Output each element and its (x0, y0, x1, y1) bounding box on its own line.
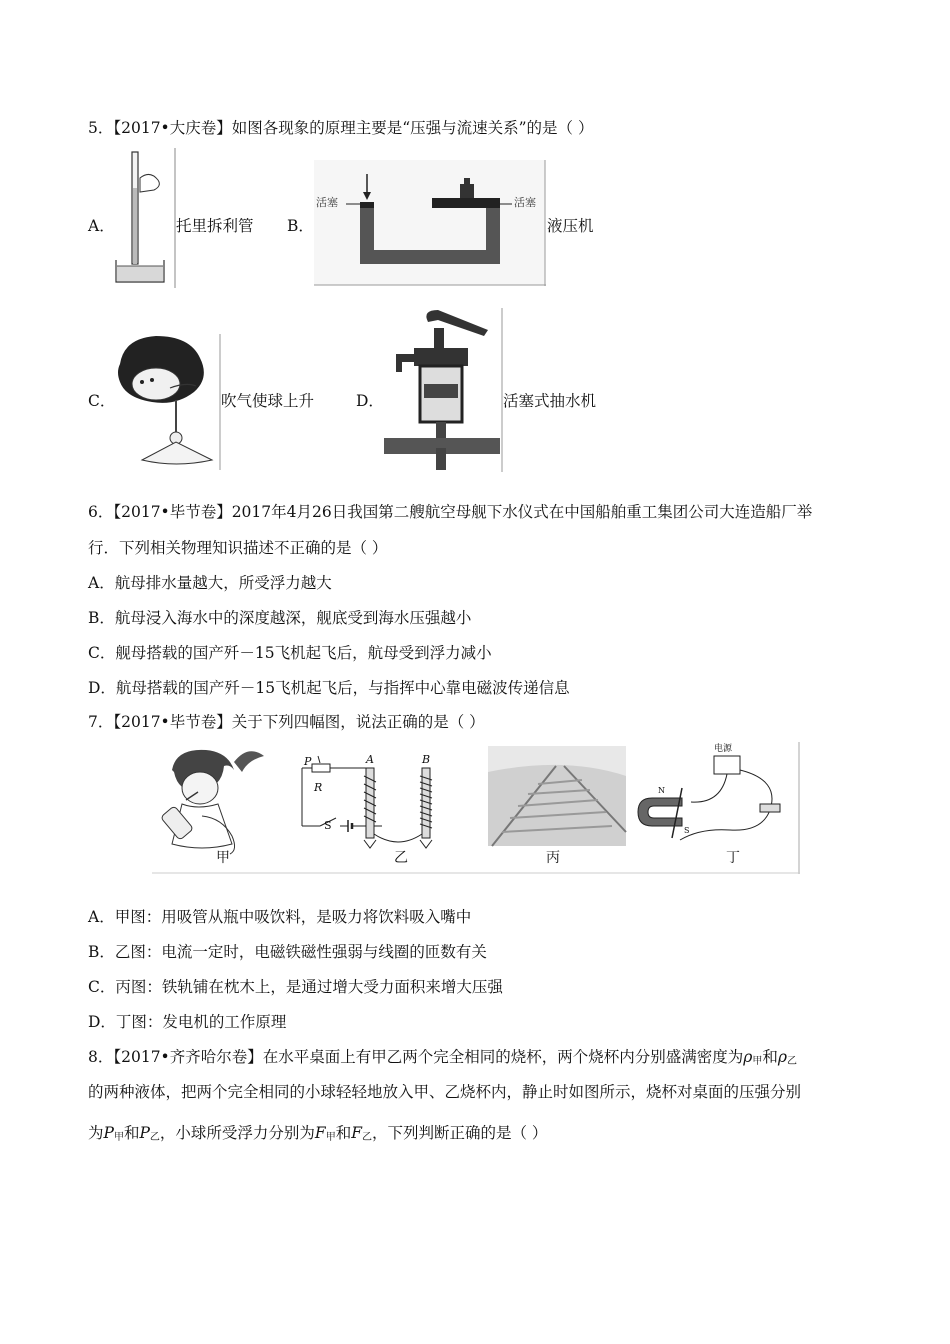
generator-label-s: S (684, 826, 690, 835)
q7-option-a: A．甲图：用吸管从瓶中吸饮料，是吸力将饮料吸入嘴中 (88, 908, 472, 926)
q5-option-d-caption: 活塞式抽水机 (503, 392, 597, 410)
subscript-jia: 甲 (752, 1056, 763, 1067)
hydraulic-press-figure (314, 160, 546, 286)
q7-label-bing: 丙 (546, 850, 560, 866)
q5-option-a-letter: A． (88, 217, 115, 235)
q7-option-b: B．乙图：电流一定时，电磁铁磁性强弱与线圈的匝数有关 (88, 943, 487, 961)
q6-option-d: D．航母搭载的国产歼－15飞机起飞后，与指挥中心靠电磁波传递信息 (88, 679, 570, 697)
q8-stem-line2: 的两种液体，把两个完全相同的小球轻轻地放入甲、乙烧杯内，静止时如图所示，烧杯对桌面的压强分别 (88, 1083, 802, 1101)
rho-symbol: ρ (743, 1048, 753, 1066)
and-text: 和 (335, 1124, 352, 1142)
q8-stem-line3 (88, 1123, 547, 1148)
q8-line3-text: ，下列判断正确的是（ ） (371, 1124, 548, 1142)
q7-label-jia: 甲 (216, 850, 230, 866)
rho-symbol: ρ (777, 1048, 787, 1066)
q6-stem-line2: 行．下列相关物理知识描述不正确的是（ ） (88, 539, 388, 557)
and-text: 和 (123, 1124, 140, 1142)
circuit-label-r: R (314, 781, 323, 794)
circuit-label-s: S (324, 819, 332, 832)
q5-option-b-letter: B． (287, 217, 314, 235)
q7-option-c: C．丙图：铁轨铺在枕木上，是通过增大受力面积来增大压强 (88, 978, 503, 996)
q7-stem: 7．【2017•毕节卷】关于下列四幅图，说法正确的是（ ） (88, 713, 485, 731)
q8-stem-line1 (88, 1047, 797, 1072)
q6-option-a: A．航母排水量越大，所受浮力越大 (88, 574, 332, 592)
q5-option-a-caption: 托里拆利管 (176, 217, 254, 235)
force-symbol: F (314, 1124, 326, 1142)
and-text: 和 (762, 1048, 778, 1066)
q5-option-c-caption: 吹气使球上升 (221, 392, 315, 410)
q6-stem-line1: 6．【2017•毕节卷】2017年4月26日我国第二艘航空母舰下水仪式在中国船舶重工集团公司大连造船厂举 (88, 503, 813, 521)
generator-label-box: 电源 (714, 744, 733, 754)
pressure-symbol: P (139, 1124, 150, 1142)
q7-label-ding: 丁 (726, 850, 740, 866)
torricelli-tube-figure (112, 148, 178, 288)
q7-option-d: D．丁图：发电机的工作原理 (88, 1013, 287, 1031)
q8-line3-text: 为 (88, 1124, 104, 1142)
q8-line1-text: 8．【2017•齐齐哈尔卷】在水平桌面上有甲乙两个完全相同的烧杯，两个烧杯内分别盛满密度为 (88, 1048, 744, 1066)
subscript-yi: 乙 (786, 1056, 797, 1067)
q5-stem: 5．【2017•大庆卷】如图各现象的原理主要是“压强与流速关系”的是（ ） (88, 119, 594, 137)
q8-line3-text: ，小球所受浮力分别为 (159, 1124, 315, 1142)
q7-label-yi: 乙 (394, 850, 408, 866)
subscript-jia: 甲 (325, 1132, 336, 1143)
circuit-label-p: P (304, 755, 312, 768)
q5-option-c-letter: C． (88, 392, 116, 410)
q7-four-figures (152, 742, 800, 874)
blowing-ball-figure (112, 334, 222, 474)
circuit-label-b: B (422, 753, 431, 766)
q6-option-b: B．航母浸入海水中的深度越深，舰底受到海水压强越小 (88, 609, 472, 627)
hydraulic-left-piston-label: 活塞 (316, 196, 338, 209)
piston-pump-figure (384, 308, 506, 472)
subscript-yi: 乙 (149, 1132, 160, 1143)
q5-option-d-letter: D． (356, 392, 384, 410)
pressure-symbol: P (103, 1124, 114, 1142)
circuit-label-a: A (366, 753, 374, 766)
generator-label-n: N (658, 786, 665, 795)
q5-option-b-caption: 液压机 (547, 217, 594, 235)
subscript-jia: 甲 (113, 1132, 124, 1143)
subscript-yi: 乙 (361, 1132, 372, 1143)
q6-option-c: C．舰母搭载的国产歼－15飞机起飞后，航母受到浮力减小 (88, 644, 492, 662)
force-symbol: F (351, 1124, 362, 1142)
hydraulic-right-piston-label: 活塞 (514, 196, 536, 209)
